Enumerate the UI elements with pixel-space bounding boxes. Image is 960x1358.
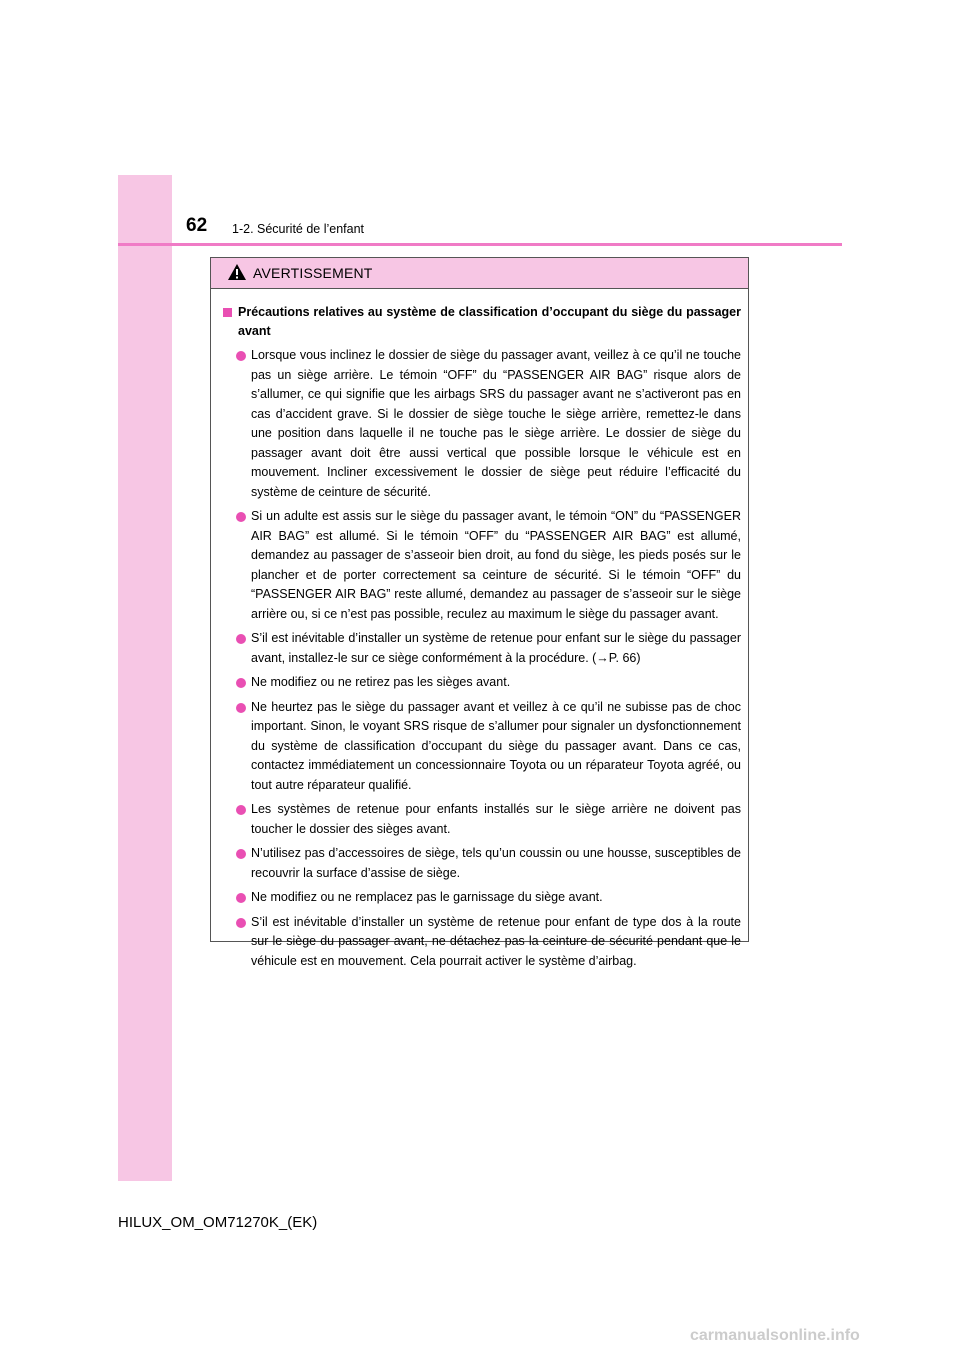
list-item <box>220 673 741 693</box>
warning-subhead-text: Précautions relatives au système de classification d’occupant du siège du passager avant <box>238 305 741 338</box>
dot-bullet-icon <box>236 805 246 815</box>
warning-box <box>210 257 749 968</box>
list-item <box>220 507 741 624</box>
warning-body <box>211 289 748 971</box>
list-item-text: Ne modifiez ou ne retirez pas les sièges avant. <box>251 675 511 689</box>
list-item <box>220 698 741 796</box>
warning-subhead <box>220 303 741 341</box>
side-tab-bar <box>118 175 172 1181</box>
list-item-text: S’il est inévitable d’installer un système de retenue pour enfant sur le siège du passager avant, installez-le sur ce siège conformément à la procédure. (→P. 66) <box>251 631 741 665</box>
watermark: carmanualsonline.info <box>690 1327 860 1344</box>
list-item-text: Ne heurtez pas le siège du passager avant et veillez à ce qu’il ne subisse pas de choc important. Sinon, le voyant SRS risque de s’allumer pour signaler un dysfonctionnement du système de classification d’occupant du siège du passager avant. Dans ce cas, contactez immédiatement un concessionnaire Toyota ou un réparateur Toyota agréé, ou tout autre réparateur qualifié. <box>251 699 741 792</box>
dot-bullet-icon <box>236 703 246 713</box>
list-item <box>220 888 741 908</box>
list-item-text: Lorsque vous inclinez le dossier de siège du passager avant, veillez à ce qu’il ne touche pas un siège arrière. Le témoin “OFF” du “PASSENGER AIR BAG” risque alors de s’allumer, ce qui signifie que les airbags SRS du passager avant ne s’activeront pas en cas d’accident grave. Si le dossier de siège touche le siège arrière, remettez-le dans une position dans laquelle il ne touche pas le siège arrière. Le dossier de siège du passager avant doit être aussi vertical que possible lorsque le véhicule est en mouvement. Incliner excessivement le dossier de siège peut réduire l’efficacité du système de ceinture de sécurité. <box>251 348 741 499</box>
list-item-text: Ne modifiez ou ne remplacez pas le garnissage du siège avant. <box>251 890 603 904</box>
warning-title: AVERTISSEMENT <box>253 265 373 281</box>
dot-bullet-icon <box>236 512 246 522</box>
list-item-text: Les systèmes de retenue pour enfants installés sur le siège arrière ne doivent pas toucher le dossier des sièges avant. <box>251 802 741 836</box>
warning-header <box>211 258 748 289</box>
list-item <box>220 913 741 972</box>
square-bullet-icon <box>223 308 232 317</box>
list-item <box>220 629 741 668</box>
header-divider <box>118 243 842 246</box>
dot-bullet-icon <box>236 849 246 859</box>
warning-triangle-icon <box>227 263 247 281</box>
dot-bullet-icon <box>236 351 246 361</box>
document-code: HILUX_OM_OM71270K_(EK) <box>118 1214 318 1231</box>
list-item <box>220 844 741 883</box>
dot-bullet-icon <box>236 678 246 688</box>
page-number: 62 <box>186 215 208 236</box>
list-item <box>220 800 741 839</box>
list-item <box>220 346 741 502</box>
list-item-text: N’utilisez pas d’accessoires de siège, tels qu’un coussin ou une housse, susceptibles de recouvrir la surface d’assise de siège. <box>251 846 741 880</box>
list-item-text: S’il est inévitable d’installer un système de retenue pour enfant de type dos à la route sur le siège du passager avant, ne détachez pas la ceinture de sécurité pendant que le véhicule est en mouvement. Cela pourrait activer le système d’airbag. <box>251 914 741 968</box>
dot-bullet-icon <box>236 634 246 644</box>
dot-bullet-icon <box>236 893 246 903</box>
dot-bullet-icon <box>236 918 246 928</box>
section-title: 1-2. Sécurité de l’enfant <box>232 222 365 236</box>
list-item-text: Si un adulte est assis sur le siège du passager avant, le témoin “ON” du “PASSENGER AIR BAG” est allumé. Si le témoin “OFF” du “PASSENGER AIR BAG” est allumé, demandez au passager de s’asseoir bien droit, au fond du siège, les pieds posés sur le plancher et de porter correctement sa ceinture de sécurité. Si le témoin “OFF” du “PASSENGER AIR BAG” reste allumé, demandez au passager de s’asseoir sur le siège arrière ou, si ce n’est pas possible, reculez au maximum le siège du passager avant. <box>251 509 741 621</box>
